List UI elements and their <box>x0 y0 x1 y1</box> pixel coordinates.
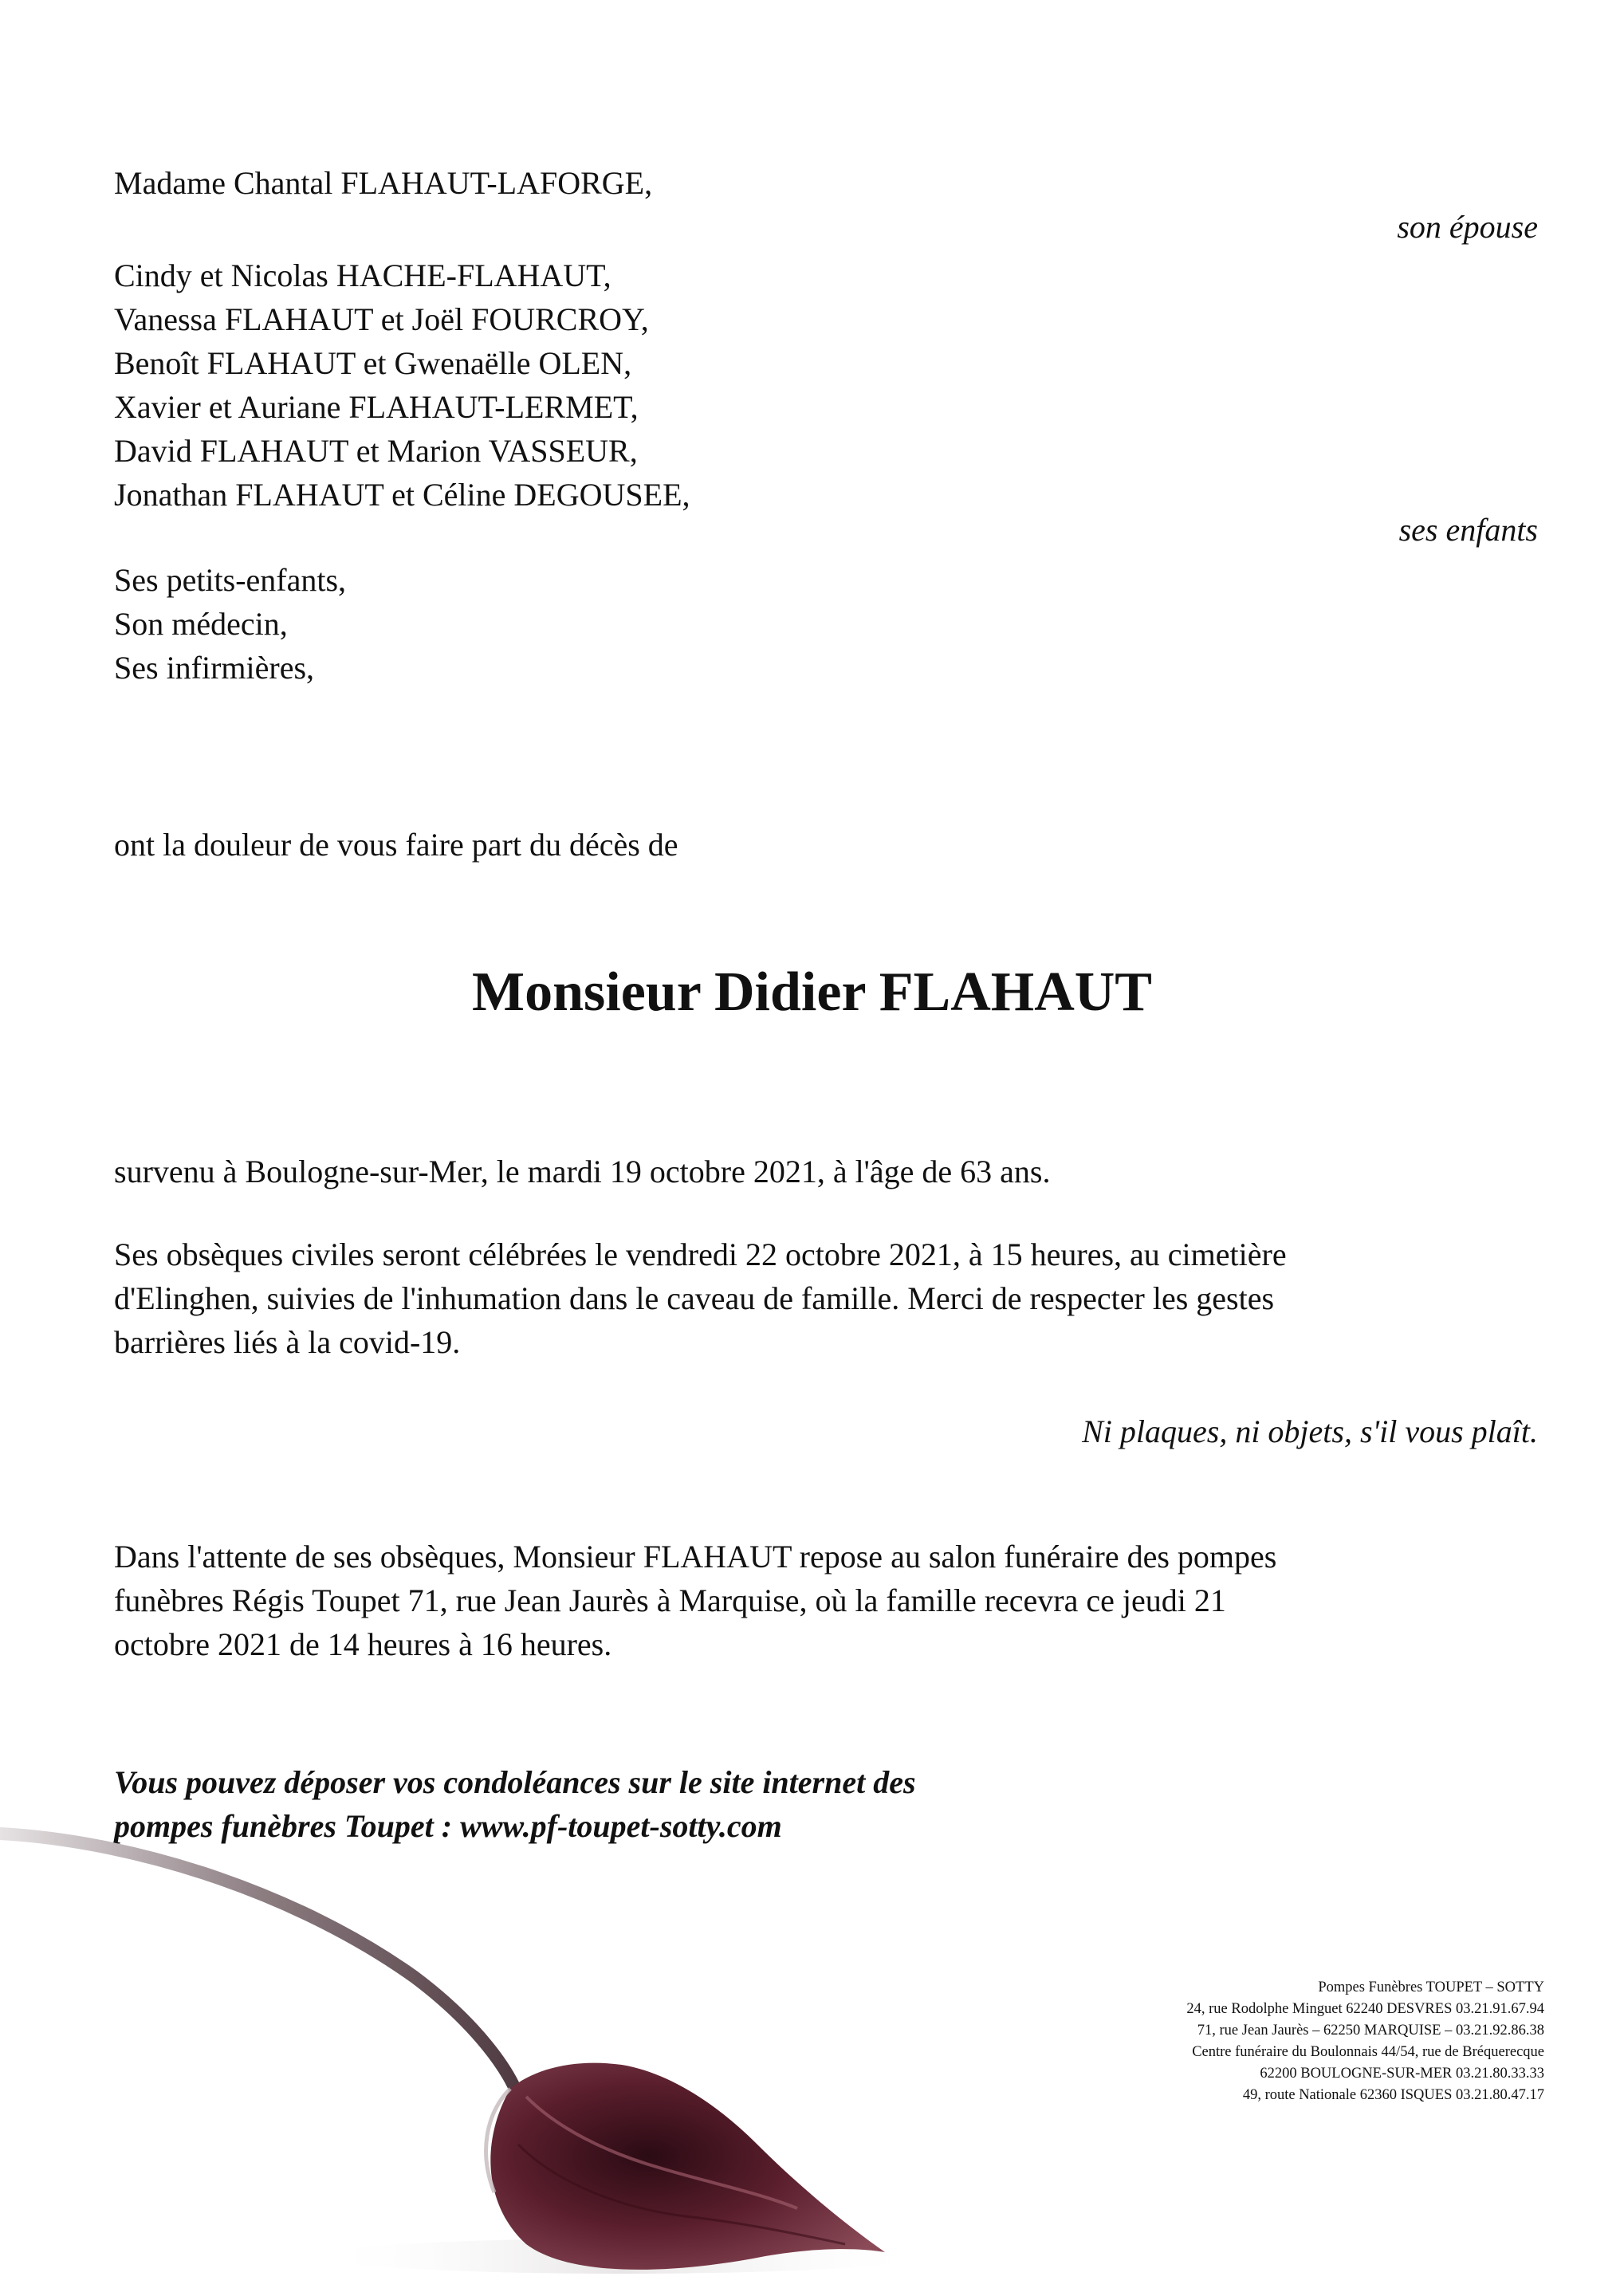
mourner-line: Ses infirmières, <box>114 650 315 686</box>
ceremony-line: d'Elinghen, suivies de l'inhumation dans le caveau de famille. Merci de respecter les gestes <box>114 1280 1275 1316</box>
viewing-paragraph <box>114 1535 1541 1666</box>
viewing-line: octobre 2021 de 14 heures à 16 heures. <box>114 1626 612 1662</box>
mourner-line: Son médecin, <box>114 606 288 642</box>
spouse-name: Madame Chantal FLAHAUT-LAFORGE, <box>114 165 653 201</box>
footer-line: 71, rue Jean Jaurès – 62250 MARQUISE – 03.21.92.86.38 <box>1197 2023 1544 2038</box>
children-role: ses enfants <box>1398 512 1538 548</box>
child-line: Xavier et Auriane FLAHAUT-LERMET, <box>114 389 639 425</box>
footer-line: 24, rue Rodolphe Minguet 62240 DESVRES 03.21.91.67.94 <box>1186 2001 1544 2017</box>
footer-line: 49, route Nationale 62360 ISQUES 03.21.80.47.17 <box>1242 2087 1544 2103</box>
child-line: Vanessa FLAHAUT et Joël FOURCROY, <box>114 301 649 337</box>
child-line: Cindy et Nicolas HACHE-FLAHAUT, <box>114 258 611 293</box>
mourner-line: Ses petits-enfants, <box>114 562 347 598</box>
child-line: David FLAHAUT et Marion VASSEUR, <box>114 433 638 469</box>
viewing-line: funèbres Régis Toupet 71, rue Jean Jaurès à Marquise, où la famille recevra ce jeudi 21 <box>114 1582 1226 1618</box>
death-info: survenu à Boulogne-sur-Mer, le mardi 19 octobre 2021, à l'âge de 63 ans. <box>114 1154 1051 1189</box>
condolences-line: pompes funèbres Toupet : www.pf-toupet-sotty.com <box>114 1808 782 1844</box>
no-flowers-note: Ni plaques, ni objets, s'il vous plaît. <box>1082 1413 1538 1449</box>
condolences-line: Vous pouvez déposer vos condoléances sur le site internet des <box>114 1764 916 1800</box>
deceased-name: Monsieur Didier FLAHAUT <box>472 961 1152 1023</box>
children-list <box>114 254 1541 517</box>
child-line: Jonathan FLAHAUT et Céline DEGOUSEE, <box>114 477 690 513</box>
ceremony-paragraph <box>114 1233 1541 1364</box>
funeral-home-address <box>1186 1977 1544 2106</box>
footer-line: Centre funéraire du Boulonnais 44/54, rue de Bréquerecque <box>1192 2044 1544 2060</box>
footer-line: 62200 BOULOGNE-SUR-MER 03.21.80.33.33 <box>1260 2066 1544 2082</box>
spouse-role: son épouse <box>1397 209 1538 245</box>
other-mourners <box>114 558 1541 690</box>
announcement-text: ont la douleur de vous faire part du décès de <box>114 827 678 863</box>
child-line: Benoît FLAHAUT et Gwenaëlle OLEN, <box>114 345 632 381</box>
footer-line: Pompes Funèbres TOUPET – SOTTY <box>1318 1980 1544 1995</box>
ceremony-line: Ses obsèques civiles seront célébrées le vendredi 22 octobre 2021, à 15 heures, au cimetière <box>114 1236 1287 1272</box>
ceremony-line: barrières liés à la covid-19. <box>114 1324 461 1360</box>
calla-lily-icon <box>0 1810 957 2296</box>
viewing-line: Dans l'attente de ses obsèques, Monsieur FLAHAUT repose au salon funéraire des pompes <box>114 1539 1277 1575</box>
